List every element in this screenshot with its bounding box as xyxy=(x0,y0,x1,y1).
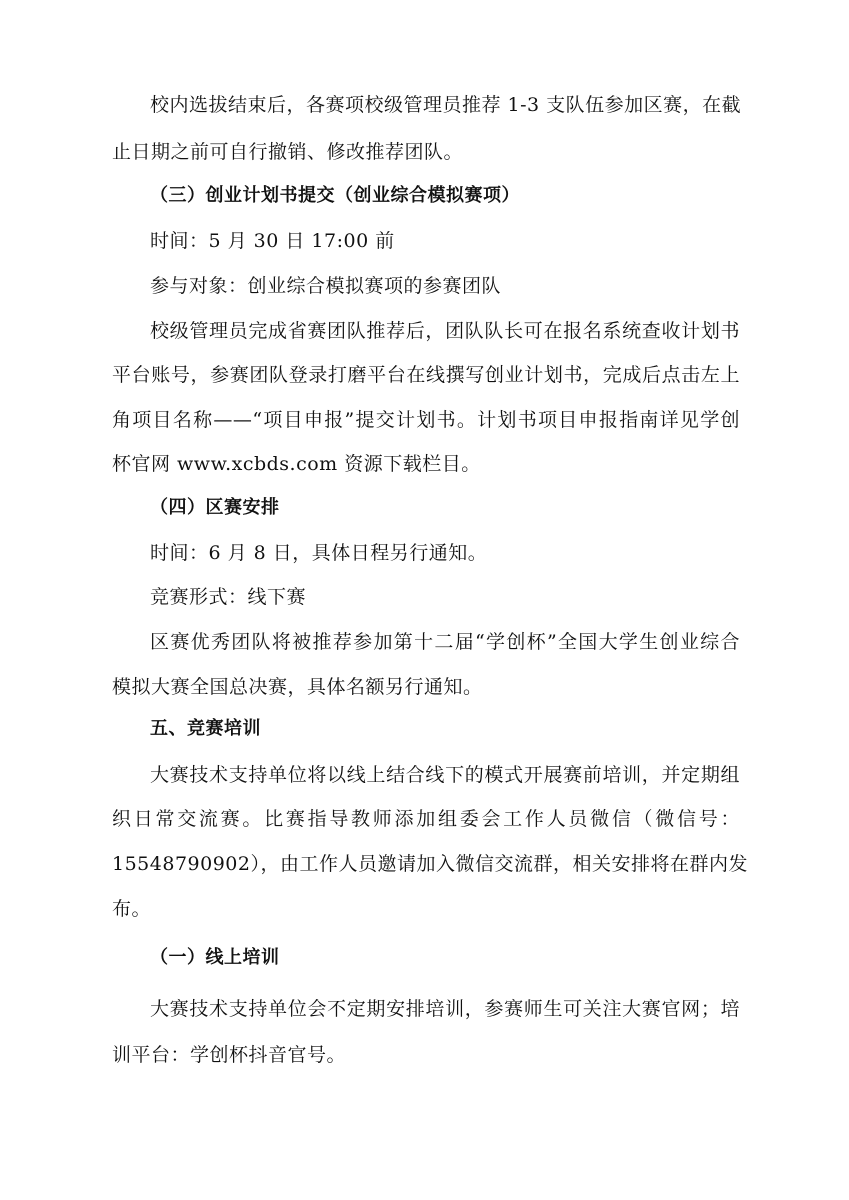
paragraph-line: 平台账号，参赛团队登录打磨平台在线撰写创业计划书，完成后点击左上 xyxy=(112,364,740,386)
time-line: 时间：6 月 8 日，具体日程另行通知。 xyxy=(150,542,488,564)
target-line: 参与对象：创业综合模拟赛项的参赛团队 xyxy=(150,275,502,297)
chapter-heading: 五、竞赛培训 xyxy=(150,718,261,739)
paragraph-line: 织日常交流赛。比赛指导教师添加组委会工作人员微信（微信号： xyxy=(112,808,740,830)
form-line: 竞赛形式：线下赛 xyxy=(150,586,307,608)
paragraph-line: 训平台：学创杯抖音官号。 xyxy=(112,1044,347,1066)
paragraph-line: 校内选拔结束后，各赛项校级管理员推荐 1-3 支队伍参加区赛，在截 xyxy=(150,94,742,116)
paragraph-line: 15548790902），由工作人员邀请加入微信交流群，相关安排将在群内发 xyxy=(112,853,748,875)
paragraph-line: 校级管理员完成省赛团队推荐后，团队队长可在报名系统查收计划书 xyxy=(150,320,740,342)
section-heading: （一）线上培训 xyxy=(150,947,280,968)
paragraph-line: 布。 xyxy=(112,898,152,920)
section-heading: （三）创业计划书提交（创业综合模拟赛项） xyxy=(150,185,520,206)
section-heading: （四）区赛安排 xyxy=(150,497,280,518)
time-line: 时间：5 月 30 日 17:00 前 xyxy=(150,230,395,252)
paragraph-line: 止日期之前可自行撤销、修改推荐团队。 xyxy=(112,141,464,163)
paragraph-line: 模拟大赛全国总决赛，具体名额另行通知。 xyxy=(112,676,483,698)
paragraph-line: 大赛技术支持单位将以线上结合线下的模式开展赛前培训，并定期组 xyxy=(150,764,740,786)
paragraph-line: 角项目名称——“项目申报”提交计划书。计划书项目申报指南详见学创 xyxy=(112,409,740,431)
paragraph-line: 大赛技术支持单位会不定期安排培训，参赛师生可关注大赛官网；培 xyxy=(150,998,740,1020)
paragraph-line: 区赛优秀团队将被推荐参加第十二届“学创杯”全国大学生创业综合 xyxy=(150,631,740,653)
paragraph-line: 杯官网 www.xcbds.com 资源下载栏目。 xyxy=(112,453,481,475)
